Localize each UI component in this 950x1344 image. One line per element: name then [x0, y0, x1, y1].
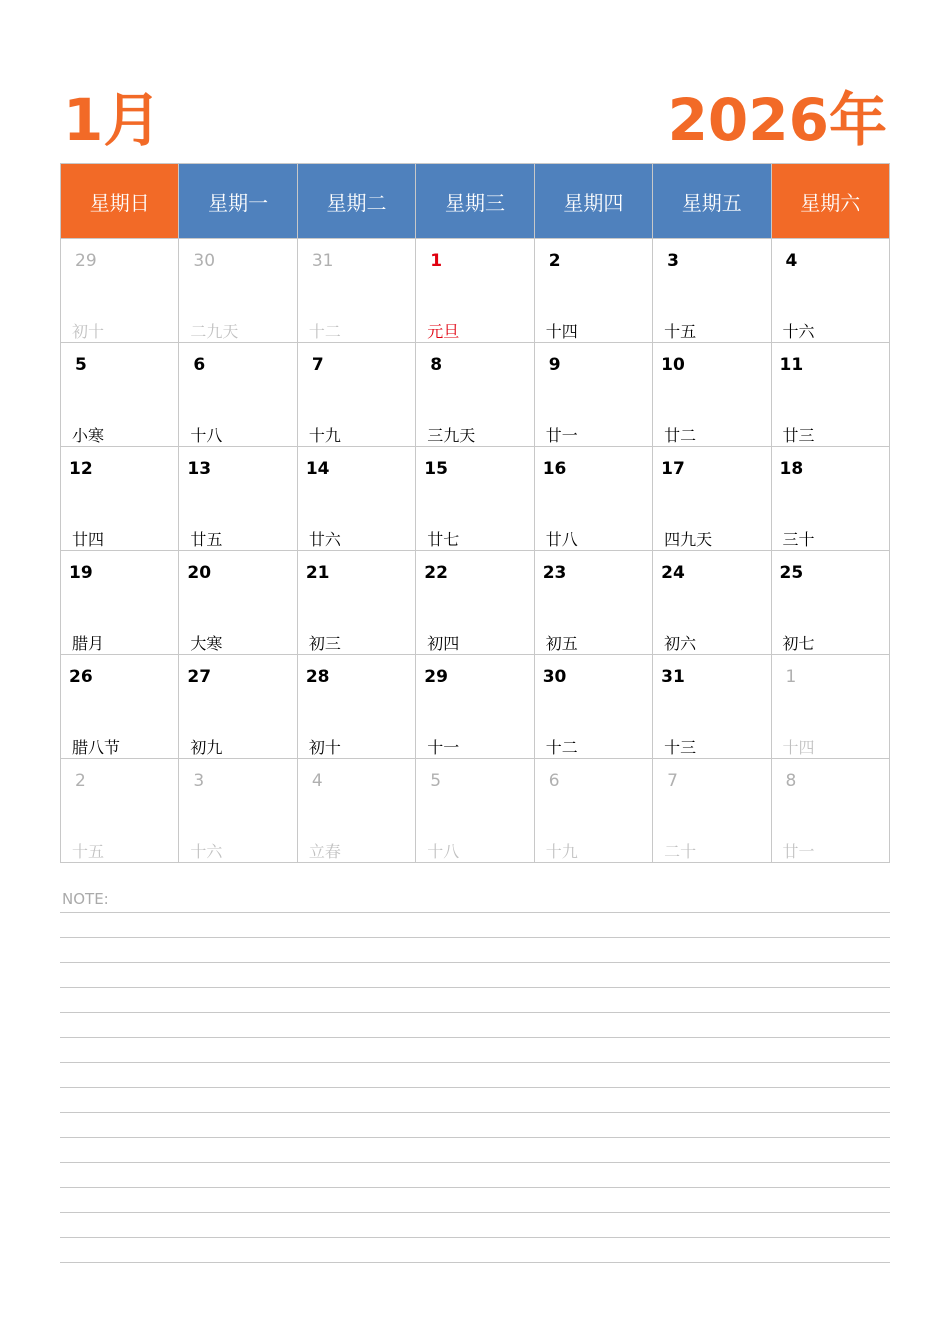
lunar-date: 十九 — [545, 842, 578, 861]
day-cell[interactable] — [61, 343, 179, 447]
day-number: 8 — [430, 355, 443, 375]
day-number: 12 — [69, 459, 93, 479]
day-cell[interactable] — [534, 343, 652, 447]
lunar-date: 三九天 — [427, 426, 476, 445]
day-cell[interactable] — [653, 551, 771, 655]
day-cell[interactable] — [61, 447, 179, 551]
lunar-date: 四九天 — [664, 530, 713, 549]
lunar-date: 腊月 — [72, 634, 105, 653]
day-number: 30 — [193, 251, 216, 271]
day-number: 27 — [187, 667, 212, 687]
week-row — [61, 759, 890, 863]
day-cell[interactable] — [534, 759, 652, 863]
day-cell[interactable] — [771, 343, 889, 447]
day-cell[interactable] — [771, 239, 889, 343]
day-cell[interactable] — [297, 759, 415, 863]
day-cell[interactable] — [297, 239, 415, 343]
day-cell[interactable] — [416, 655, 534, 759]
day-cell[interactable] — [297, 447, 415, 551]
day-number: 5 — [430, 771, 442, 791]
lunar-date: 十六 — [782, 322, 815, 341]
day-number: 16 — [542, 459, 567, 479]
weekday-header-tuesday: 星期二 — [297, 164, 415, 239]
note-line — [60, 1162, 890, 1163]
lunar-date: 十五 — [664, 322, 697, 341]
lunar-date: 初四 — [427, 634, 460, 653]
day-cell[interactable] — [179, 447, 297, 551]
day-cell[interactable] — [61, 655, 179, 759]
day-number: 21 — [305, 563, 330, 583]
day-cell[interactable] — [771, 447, 889, 551]
day-number: 9 — [548, 355, 561, 375]
day-number: 17 — [661, 459, 685, 479]
note-line — [60, 1037, 890, 1038]
calendar-body — [61, 239, 890, 863]
lunar-date: 初三 — [308, 634, 341, 653]
day-number: 2 — [75, 771, 86, 791]
day-number: 6 — [548, 771, 560, 791]
lunar-date: 三十 — [782, 530, 815, 549]
weekday-header-saturday: 星期六 — [771, 164, 889, 239]
lunar-date: 十四 — [545, 322, 578, 341]
day-number: 31 — [311, 251, 334, 271]
lunar-date: 二十 — [664, 842, 697, 861]
day-number: 6 — [193, 355, 206, 375]
day-number: 3 — [193, 771, 205, 791]
day-cell[interactable] — [416, 239, 534, 343]
lunar-date: 初九 — [190, 738, 223, 757]
day-number: 3 — [667, 251, 679, 271]
lunar-date: 廿二 — [664, 426, 697, 445]
lunar-date: 廿七 — [427, 530, 460, 549]
note-line — [60, 1187, 890, 1188]
note-line — [60, 1237, 890, 1238]
lunar-date: 大寒 — [190, 634, 223, 653]
lunar-date: 十八 — [190, 426, 223, 445]
day-number: 22 — [424, 563, 448, 583]
year-title: 2026年 — [667, 86, 887, 154]
day-number: 18 — [779, 459, 804, 479]
day-cell[interactable] — [771, 759, 889, 863]
week-row — [61, 447, 890, 551]
day-cell[interactable] — [534, 551, 652, 655]
day-cell[interactable] — [653, 343, 771, 447]
day-number: 15 — [424, 459, 448, 479]
weekday-header-wednesday: 星期三 — [416, 164, 534, 239]
day-number: 28 — [305, 667, 330, 687]
day-cell[interactable] — [179, 655, 297, 759]
day-number: 8 — [785, 771, 797, 791]
day-cell[interactable] — [297, 655, 415, 759]
weekday-header-row — [61, 164, 890, 239]
note-line — [60, 1262, 890, 1263]
day-number: 29 — [424, 667, 448, 687]
day-cell[interactable] — [534, 655, 652, 759]
day-cell[interactable] — [297, 343, 415, 447]
day-number: 1 — [430, 251, 443, 271]
lunar-date: 廿六 — [308, 530, 341, 549]
lunar-date: 十九 — [308, 426, 341, 445]
note-line — [60, 937, 890, 938]
day-number: 25 — [779, 563, 804, 583]
lunar-date: 廿一 — [545, 426, 578, 445]
day-cell[interactable] — [416, 447, 534, 551]
lunar-date: 十八 — [427, 842, 460, 861]
lunar-date: 十四 — [782, 738, 815, 757]
day-number: 2 — [548, 251, 561, 271]
day-number: 31 — [661, 667, 685, 687]
note-line — [60, 1212, 890, 1213]
lunar-date: 初十 — [308, 738, 341, 757]
lunar-date: 十五 — [72, 842, 105, 861]
lunar-date: 十二 — [545, 738, 578, 757]
week-row — [61, 239, 890, 343]
day-cell[interactable] — [534, 239, 652, 343]
week-row — [61, 655, 890, 759]
day-cell[interactable] — [179, 343, 297, 447]
note-line — [60, 1087, 890, 1088]
day-cell[interactable] — [416, 551, 534, 655]
week-row — [61, 343, 890, 447]
note-line — [60, 1112, 890, 1113]
day-number: 4 — [785, 251, 798, 271]
note-line — [60, 912, 890, 913]
day-number: 20 — [187, 563, 212, 583]
lunar-date: 廿四 — [72, 530, 105, 549]
lunar-date: 初六 — [664, 634, 697, 653]
day-number: 1 — [785, 667, 797, 687]
day-cell[interactable] — [416, 759, 534, 863]
day-number: 19 — [69, 563, 93, 583]
day-number: 4 — [311, 771, 323, 791]
day-cell[interactable] — [61, 239, 179, 343]
day-cell[interactable] — [61, 551, 179, 655]
note-line — [60, 1137, 890, 1138]
note-line — [60, 1062, 890, 1063]
lunar-date: 十一 — [427, 738, 460, 757]
notes-label: NOTE: — [62, 890, 109, 908]
lunar-date: 十三 — [664, 738, 697, 757]
calendar-grid — [60, 163, 890, 863]
lunar-date: 立春 — [308, 842, 341, 861]
lunar-date: 廿一 — [782, 842, 815, 861]
day-number: 11 — [779, 355, 804, 375]
note-line — [60, 1012, 890, 1013]
weekday-header-monday: 星期一 — [179, 164, 297, 239]
day-number: 7 — [311, 355, 324, 375]
lunar-date: 初七 — [782, 634, 815, 653]
lunar-date: 元旦 — [427, 322, 460, 341]
day-number: 7 — [667, 771, 678, 791]
lunar-date: 廿五 — [190, 530, 223, 549]
day-cell[interactable] — [416, 343, 534, 447]
lunar-date: 廿八 — [545, 530, 578, 549]
day-cell[interactable] — [771, 655, 889, 759]
note-line — [60, 987, 890, 988]
week-row — [61, 551, 890, 655]
lunar-date: 腊八节 — [72, 738, 121, 757]
day-cell[interactable] — [771, 551, 889, 655]
lunar-date: 初十 — [72, 322, 105, 341]
weekday-header-thursday: 星期四 — [534, 164, 652, 239]
day-number: 23 — [542, 563, 567, 583]
day-number: 29 — [75, 251, 97, 271]
weekday-header-friday: 星期五 — [653, 164, 771, 239]
day-number: 30 — [542, 667, 567, 687]
day-cell[interactable] — [653, 759, 771, 863]
lunar-date: 十六 — [190, 842, 223, 861]
day-number: 26 — [69, 667, 93, 687]
lunar-date: 小寒 — [72, 426, 105, 445]
lunar-date: 初五 — [545, 634, 578, 653]
note-line — [60, 962, 890, 963]
day-cell[interactable] — [179, 239, 297, 343]
day-cell[interactable] — [297, 551, 415, 655]
day-number: 5 — [75, 355, 87, 375]
day-cell[interactable] — [653, 447, 771, 551]
lunar-date: 十二 — [308, 322, 341, 341]
day-cell[interactable] — [653, 655, 771, 759]
lunar-date: 二九天 — [190, 322, 239, 341]
day-number: 10 — [661, 355, 685, 375]
day-cell[interactable] — [653, 239, 771, 343]
day-cell[interactable] — [534, 447, 652, 551]
lunar-date: 廿三 — [782, 426, 815, 445]
day-cell[interactable] — [179, 759, 297, 863]
day-cell[interactable] — [61, 759, 179, 863]
day-number: 13 — [187, 459, 212, 479]
day-number: 14 — [305, 459, 330, 479]
day-number: 24 — [661, 563, 685, 583]
weekday-header-sunday: 星期日 — [61, 164, 179, 239]
day-cell[interactable] — [179, 551, 297, 655]
month-title: 1月 — [63, 86, 162, 154]
